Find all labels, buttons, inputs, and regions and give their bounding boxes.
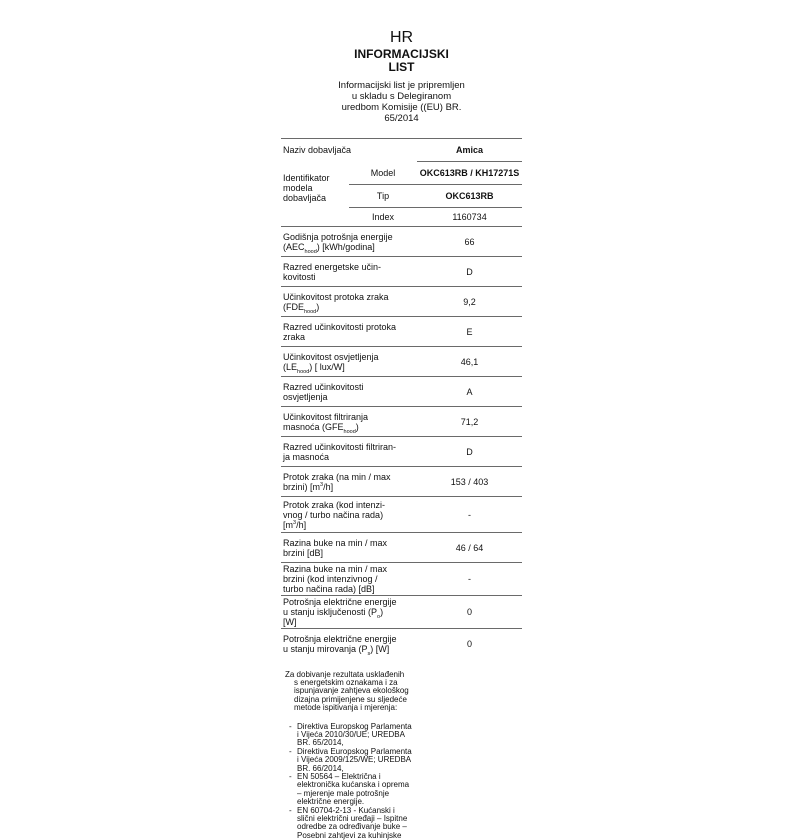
table-row: [281, 533, 522, 563]
parameter-value: -: [417, 497, 522, 533]
model-label: Model: [349, 162, 417, 185]
list-item: - EN 60704-2-13 - Kućanski i slični električni uređaji – Ispitne odredbe za određivanje buke – Posebni zahtjevi za kuhinjske: [285, 807, 522, 840]
table-row: [281, 317, 522, 347]
table-row: [281, 139, 522, 162]
parameter-label: Godišnja potrošnja energije $(AEC_{hood})$ [kWh/godina]: [281, 227, 417, 257]
table-row: [281, 563, 522, 596]
parameter-label: Protok zraka (kod intenzi- vnog / turbo načina rada) $[m^3/h]$: [281, 497, 417, 533]
table-row: [281, 377, 522, 407]
parameter-label: Učinkovitost filtriranja masnoća $(GFE_{hood})$: [281, 407, 417, 437]
table-row: [281, 467, 522, 497]
parameter-value: D: [417, 257, 522, 287]
index-value: 1160734: [417, 208, 522, 227]
information-sheet: [281, 28, 522, 840]
parameter-label: Razred učinkovitosti osvjetljenja: [281, 377, 417, 407]
parameter-value: 46 / 64: [417, 533, 522, 563]
parameter-value: 9,2: [417, 287, 522, 317]
notes-lead-text: Za dobivanje rezultata usklađenih s energetskim oznakama i za ispunjavanje zahtjeva ekološkog dizajna primijenjene su sljedeće metode ispitivanja i mjerenja:: [285, 671, 522, 713]
sheet-title-line-2: LIST: [389, 60, 415, 74]
table-row: [281, 347, 522, 377]
parameter-value: 66: [417, 227, 522, 257]
product-data-table: [281, 138, 522, 659]
model-identifier-label: Identifikator modela dobavljača: [281, 162, 349, 208]
intro-line: u skladu s Delegiranom: [352, 91, 451, 102]
parameter-label: Razred učinkovitosti protoka zraka: [281, 317, 417, 347]
parameter-label: Razred energetske učin- kovitosti: [281, 257, 417, 287]
parameter-value: -: [417, 563, 522, 596]
list-item: - Direktiva Europskog Parlamenta i Vijeća 2009/125/WE; UREDBA BR. 66/2014,: [285, 748, 522, 773]
table-row: [281, 407, 522, 437]
parameter-label: Razred učinkovitosti filtriran- ja masnoća: [281, 437, 417, 467]
sheet-title-line-1: INFORMACIJSKI: [354, 47, 449, 61]
table-row: [281, 629, 522, 659]
parameter-label: Razina buke na min / max brzini (kod intenzivnog / turbo načina rada) [dB]: [281, 563, 417, 596]
list-item: - Direktiva Europskog Parlamenta i Vijeća 2010/30/UE; UREDBA BR. 65/2014,: [285, 723, 522, 748]
parameter-value: 0: [417, 629, 522, 659]
type-value: OKC613RB: [417, 185, 522, 208]
intro-line: uredbom Komisije ((EU) BR.: [342, 102, 462, 113]
index-label: Index: [349, 208, 417, 227]
table-row: [281, 227, 522, 257]
table-row: [281, 208, 522, 227]
table-row: [281, 287, 522, 317]
table-row: [281, 596, 522, 629]
measurement-notes: [281, 671, 522, 840]
parameter-value: 71,2: [417, 407, 522, 437]
parameter-label: Potrošnja električne energije u stanju mirovanja $(P_s)$ [W]: [281, 629, 417, 659]
supplier-label: Naziv dobavljača: [281, 139, 417, 162]
sheet-title: [281, 48, 522, 74]
table-row: [281, 257, 522, 287]
table-row: [281, 437, 522, 467]
standards-list: [285, 723, 522, 840]
parameter-value: A: [417, 377, 522, 407]
parameter-value: 0: [417, 596, 522, 629]
table-row: [281, 162, 522, 185]
intro-line: 65/2014: [384, 113, 418, 124]
list-item: - EN 50564 – Električna i elektronička kućanska i oprema – mjerenje male potrošnje električne energije.: [285, 773, 522, 807]
parameter-value: D: [417, 437, 522, 467]
empty-cell: [281, 208, 349, 227]
parameter-label: Potrošnja električne energije u stanju isključenosti $(P_o)$ [W]: [281, 596, 417, 629]
parameter-label: Razina buke na min / max brzini [dB]: [281, 533, 417, 563]
intro-line: Informacijski list je pripremljen: [338, 80, 465, 91]
model-value: OKC613RB / KH17271S: [417, 162, 522, 185]
language-code: HR: [281, 28, 522, 47]
intro-text: [289, 80, 514, 124]
parameter-value: 153 / 403: [417, 467, 522, 497]
parameter-value: E: [417, 317, 522, 347]
table-row: [281, 497, 522, 533]
supplier-value: Amica: [417, 139, 522, 162]
parameter-label: Protok zraka (na min / max brzini) $[m^3/h]$: [281, 467, 417, 497]
parameter-label: Učinkovitost protoka zraka $(FDE_{hood})$: [281, 287, 417, 317]
type-label: Tip: [349, 185, 417, 208]
parameter-value: 46,1: [417, 347, 522, 377]
parameter-label: Učinkovitost osvjetljenja $(LE_{hood})$ [ lux/W]: [281, 347, 417, 377]
